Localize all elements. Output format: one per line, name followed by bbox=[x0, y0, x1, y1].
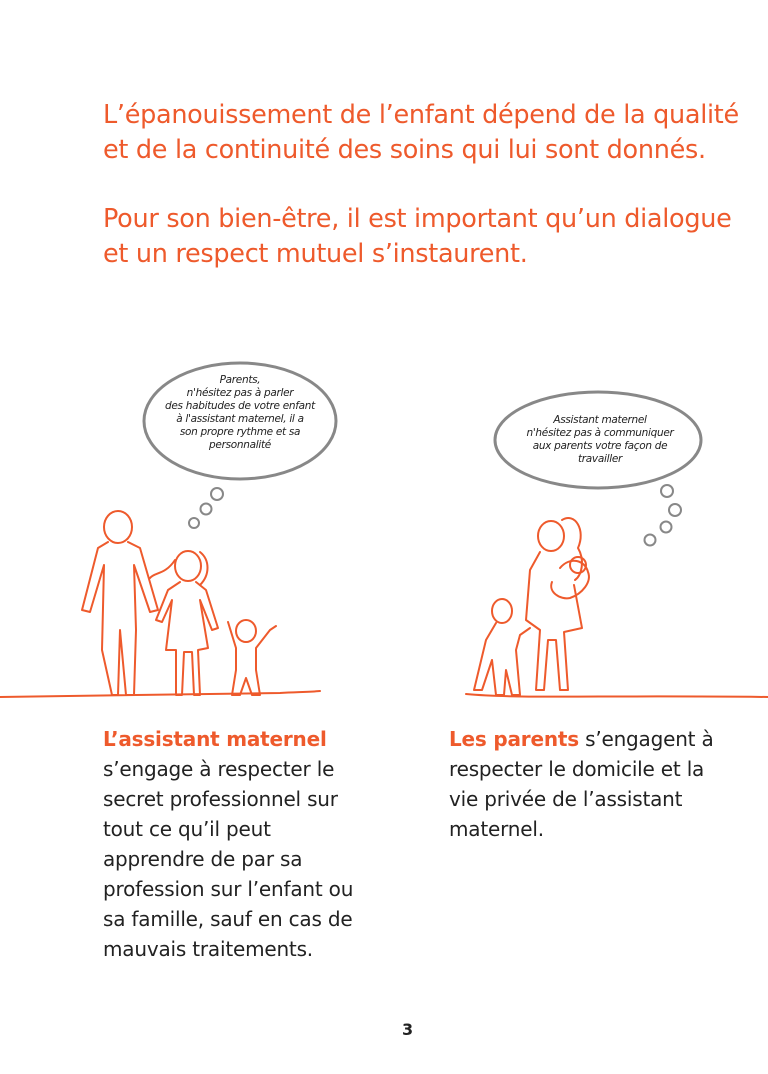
left-column-highlight: L’assistant maternel bbox=[103, 727, 327, 751]
bubble-line: aux parents votre façon de bbox=[532, 440, 668, 452]
bubble-line: n'hésitez pas à communiquer bbox=[526, 427, 674, 439]
right-bubble-text bbox=[500, 414, 700, 466]
headline-paragraph-2: Pour son bien-être, il est important qu’un dialogue et un respect mutuel s’instaurent. bbox=[103, 204, 732, 269]
child-figure-left bbox=[228, 620, 276, 695]
bubble-line: n'hésitez pas à parler bbox=[186, 387, 294, 399]
bubble-line: personnalité bbox=[209, 439, 271, 451]
bubble-line: Assistant maternel bbox=[553, 414, 647, 426]
assistant-figure bbox=[526, 518, 589, 690]
headline bbox=[103, 98, 743, 306]
bubble-line: travailler bbox=[577, 453, 623, 465]
bubble-line: son propre rythme et sa bbox=[179, 426, 301, 438]
bubble-line: à l'assistant maternel, il a bbox=[176, 413, 304, 425]
child-figure-right bbox=[474, 599, 530, 695]
right-column-body: s’engagent à respecter le domicile et la vie privée de l’assistant maternel. bbox=[449, 727, 714, 841]
left-column-body: s’engage à respecter le secret professionnel sur tout ce qu’il peut apprendre de par sa profession sur l’enfant ou sa famille, sauf en cas de mauvais traitements. bbox=[103, 757, 354, 961]
left-column-text bbox=[103, 724, 373, 964]
father-figure bbox=[82, 511, 158, 695]
family-illustration bbox=[0, 340, 768, 710]
left-bubble-text bbox=[150, 374, 330, 452]
right-column-text bbox=[449, 724, 739, 844]
mother-figure bbox=[150, 551, 218, 695]
bubble-line: Parents, bbox=[219, 374, 261, 386]
right-column-highlight: Les parents bbox=[449, 727, 579, 751]
bubble-line: des habitudes de votre enfant bbox=[165, 400, 315, 412]
headline-paragraph-1: L’épanouissement de l’enfant dépend de la qualité et de la continuité des soins qui lui sont donnés. bbox=[103, 100, 739, 165]
page-number: 3 bbox=[402, 1020, 414, 1039]
